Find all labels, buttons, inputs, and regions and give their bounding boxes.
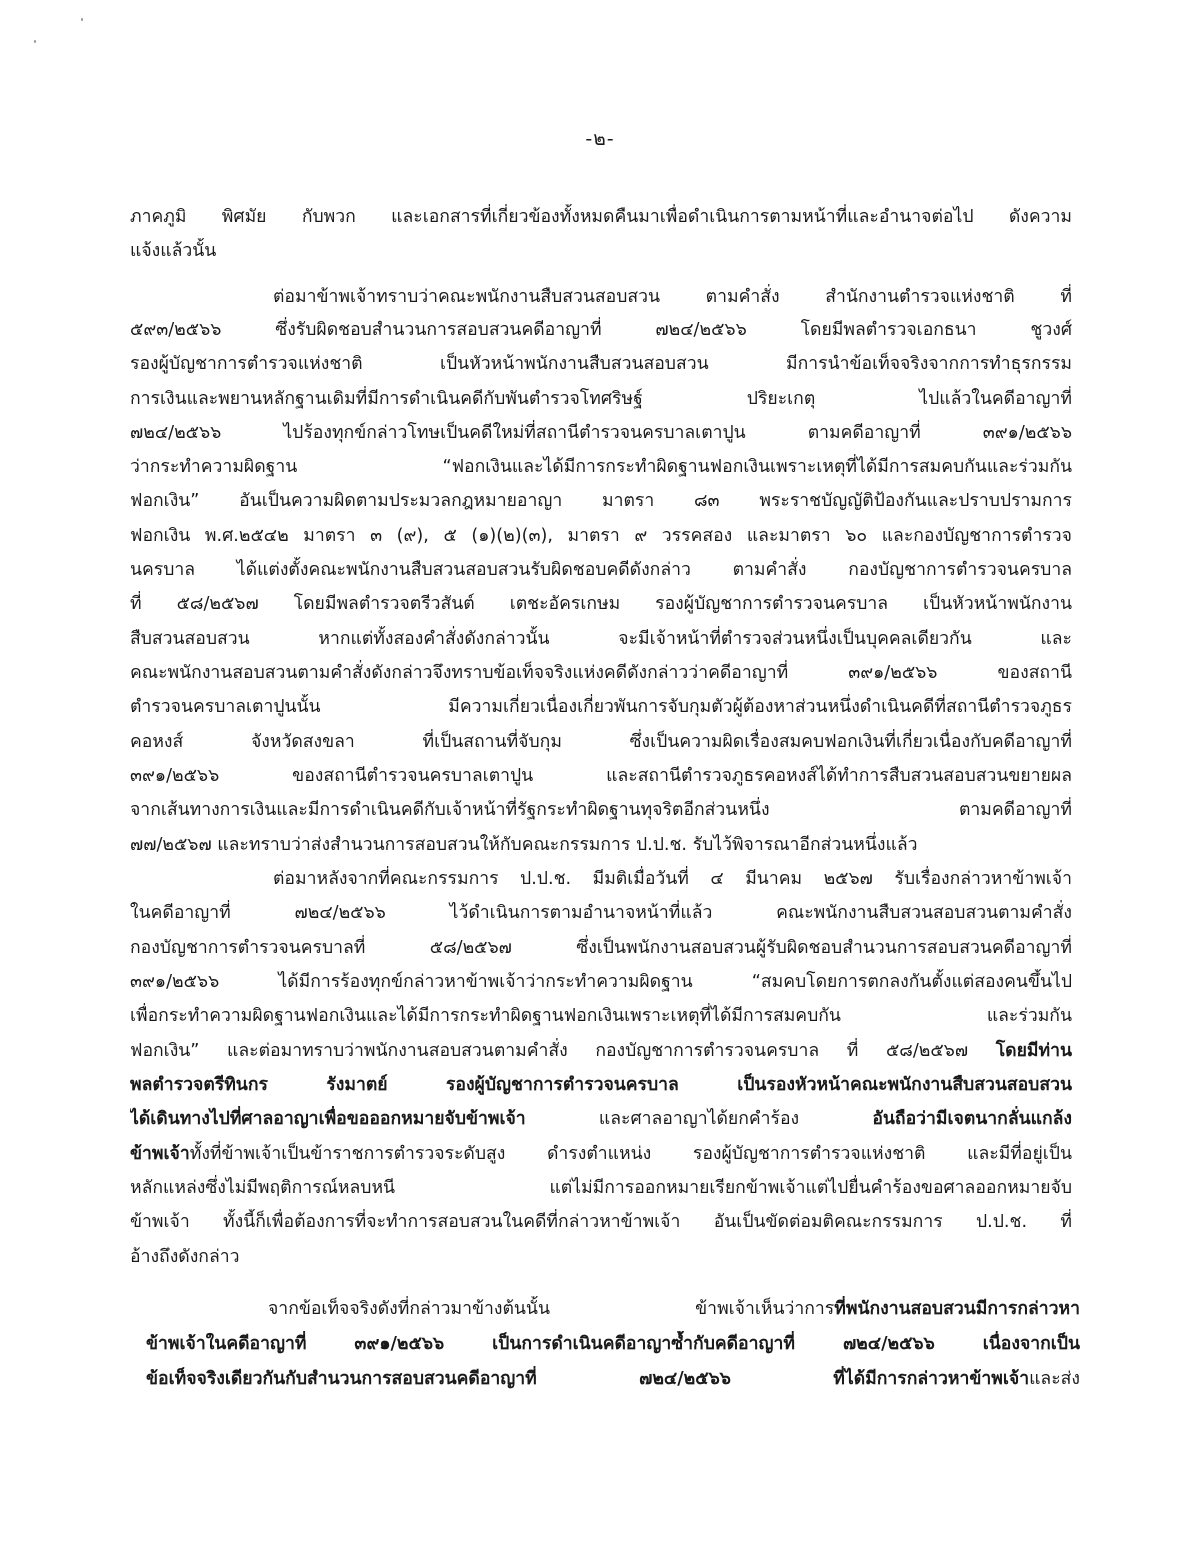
text-line: ว่ากระทำความผิดฐาน “ฟอกเงินและได้มีการกระทำผิดฐานฟอกเงินเพราะเหตุที่ได้มีการสมคบกันและร่วมกัน [130,457,1072,477]
text-line: ต่อมาหลังจากที่คณะกรรมการ ป.ป.ช. มีมติเมื่อวันที่ ๔ มีนาคม ๒๕๖๗ รับเรื่องกล่าวหาข้าพเจ้า [273,869,1072,889]
text-line: ๗๒๔/๒๕๖๖ ไปร้องทุกข์กล่าวโทษเป็นคดีใหม่ที่สถานีตำรวจนครบาลเตาปูน ตามคดีอาญาที่ ๓๙๑/๒๕๖๖ [130,423,1072,443]
text-line: นครบาล ได้แต่งตั้งคณะพนักงานสืบสวนสอบสวนรับผิดชอบคดีดังกล่าว ตามคำสั่ง กองบัญชาการตำรวจนครบาล [130,560,1072,580]
text-line: พลตำรวจตรีทินกร รังมาตย์ รองผู้บัญชาการตำรวจนครบาล เป็นรองหัวหน้าคณะพนักงานสืบสวนสอบสวน [130,1075,1072,1095]
text-line: ๓๙๑/๒๕๖๖ ของสถานีตำรวจนครบาลเตาปูน และสถานีตำรวจภูธรคอหงส์ได้ทำการสืบสวนสอบสวนขยายผล [130,766,1072,786]
text-line: ๕๙๓/๒๕๖๖ ซึ่งรับผิดชอบสำนวนการสอบสวนคดีอาญาที่ ๗๒๔/๒๕๖๖ โดยมีพลตำรวจเอกธนา ชูวงศ์ [130,320,1072,340]
text-line: ต่อมาข้าพเจ้าทราบว่าคณะพนักงานสืบสวนสอบสวน ตามคำสั่ง สำนักงานตำรวจแห่งชาติ ที่ [273,287,1072,307]
text-line: ตำรวจนครบาลเตาปูนนั้น มีความเกี่ยวเนื่องเกี่ยวพันการจับกุมตัวผู้ต้องหาส่วนหนึ่งดำเนินคดีที่สถานีตำรวจภูธร [130,697,1072,717]
text-line: สืบสวนสอบสวน หากแต่ทั้งสองคำสั่งดังกล่าวนั้น จะมีเจ้าหน้าที่ตำรวจส่วนหนึ่งเป็นบุคคลเดียวกัน และ [130,629,1072,649]
text-line: ข้าพเจ้า ทั้งนี้ก็เพื่อต้องการที่จะทำการสอบสวนในคดีที่กล่าวหาข้าพเจ้า อันเป็นขัดต่อมติคณะกรรมการ ป.ป.ช. ที่ [130,1212,1072,1232]
scan-speck [34,40,36,43]
text-line: จากเส้นทางการเงินและมีการดำเนินคดีกับเจ้าหน้าที่รัฐกระทำผิดฐานทุจริตอีกส่วนหนึ่ง ตามคดีอาญาที่ [130,800,1072,820]
text-line: ในคดีอาญาที่ ๗๒๔/๒๕๖๖ ไว้ดำเนินการตามอำนาจหน้าที่แล้ว คณะพนักงานสืบสวนสอบสวนตามคำสั่ง [130,903,1072,923]
text-line: หลักแหล่งซึ่งไม่มีพฤติการณ์หลบหนี แต่ไม่มีการออกหมายเรียกข้าพเจ้าแต่ไปยื่นคำร้องขอศาลออกหมายจับ [130,1178,1072,1198]
text-line: คณะพนักงานสอบสวนตามคำสั่งดังกล่าวจึงทราบข้อเท็จจริงแห่งคดีดังกล่าวว่าคดีอาญาที่ ๓๙๑/๒๕๖๖ ของสถานี [130,663,1072,683]
text-line: กองบัญชาการตำรวจนครบาลที่ ๕๘/๒๕๖๗ ซึ่งเป็นพนักงานสอบสวนผู้รับผิดชอบสำนวนการสอบสวนคดีอาญาที่ [130,938,1072,958]
scan-speck [81,18,83,21]
text-line: ที่ ๕๘/๒๕๖๗ โดยมีพลตำรวจตรีวสันต์ เตชะอัครเกษม รองผู้บัญชาการตำรวจนครบาล เป็นหัวหน้าพนักงาน [130,594,1072,614]
text-line: ข้าพเจ้าทั้งที่ข้าพเจ้าเป็นข้าราชการตำรวจระดับสูง ดำรงตำแหน่ง รองผู้บัญชาการตำรวจแห่งชาติ และมีที่อยู่เป็น [130,1144,1072,1164]
text-line: ได้เดินทางไปที่ศาลอาญาเพื่อขอออกหมายจับข้าพเจ้า และศาลอาญาได้ยกคำร้อง อันถือว่ามีเจตนากลั่นแกล้ง [130,1109,1072,1129]
text-line: ฟอกเงิน” อันเป็นความผิดตามประมวลกฎหมายอาญา มาตรา ๘๓ พระราชบัญญัติป้องกันและปราบปรามการ [130,491,1072,511]
text-line: รองผู้บัญชาการตำรวจแห่งชาติ เป็นหัวหน้าพนักงานสืบสวนสอบสวน มีการนำข้อเท็จจริงจากการทำธุรกรรม [130,354,1072,374]
text-line: ภาคภูมิ พิศมัย กับพวก และเอกสารที่เกี่ยวข้องทั้งหมดคืนมาเพื่อดำเนินการตามหน้าที่และอำนาจต่อไป ดังความ [130,207,1072,227]
text-line: แจ้งแล้วนั้น [130,241,217,261]
text-line: คอหงส์ จังหวัดสงขลา ที่เป็นสถานที่จับกุม ซึ่งเป็นความผิดเรื่องสมคบฟอกเงินที่เกี่ยวเนื่องกับคดีอาญาที่ [130,732,1072,752]
text-line: อ้างถึงดังกล่าว [130,1247,240,1267]
text-line: ๗๗/๒๕๖๗ และทราบว่าส่งสำนวนการสอบสวนให้กับคณะกรรมการ ป.ป.ช. รับไว้พิจารณาอีกส่วนหนึ่งแล้ว [130,835,918,855]
text-line: ข้อเท็จจริงเดียวกันกับสำนวนการสอบสวนคดีอาญาที่ ๗๒๔/๒๕๖๖ ที่ได้มีการกล่าวหาข้าพเจ้าและส่ง [146,1369,1080,1389]
text-line: ๓๙๑/๒๕๖๖ ได้มีการร้องทุกข์กล่าวหาข้าพเจ้าว่ากระทำความผิดฐาน “สมคบโดยการตกลงกันตั้งแต่สองคนขึ้นไป [130,972,1072,992]
text-line: ข้าพเจ้าในคดีอาญาที่ ๓๙๑/๒๕๖๖ เป็นการดำเนินคดีอาญาซ้ำกับคดีอาญาที่ ๗๒๔/๒๕๖๖ เนื่องจากเป็น [146,1334,1080,1354]
text-line: ฟอกเงิน พ.ศ.๒๕๔๒ มาตรา ๓ (๙), ๕ (๑)(๒)(๓), มาตรา ๙ วรรคสอง และมาตรา ๖๐ และกองบัญชาการตำรวจ [130,526,1072,546]
text-line: จากข้อเท็จจริงดังที่กล่าวมาข้างต้นนั้น ข้าพเจ้าเห็นว่าการที่พนักงานสอบสวนมีการกล่าวหา [268,1299,1080,1319]
page-number: -๒- [585,128,615,150]
text-line: ฟอกเงิน” และต่อมาทราบว่าพนักงานสอบสวนตามคำสั่ง กองบัญชาการตำรวจนครบาล ที่ ๕๘/๒๕๖๗ โดยมีท่าน [130,1041,1072,1061]
text-line: เพื่อกระทำความผิดฐานฟอกเงินและได้มีการกระทำผิดฐานฟอกเงินเพราะเหตุที่ได้มีการสมคบกัน และร่วมกัน [130,1006,1072,1026]
text-line: การเงินและพยานหลักฐานเดิมที่มีการดำเนินคดีกับพันตำรวจโทศริษฐ์ ปริยะเกตุ ไปแล้วในคดีอาญาที่ [130,389,1072,409]
